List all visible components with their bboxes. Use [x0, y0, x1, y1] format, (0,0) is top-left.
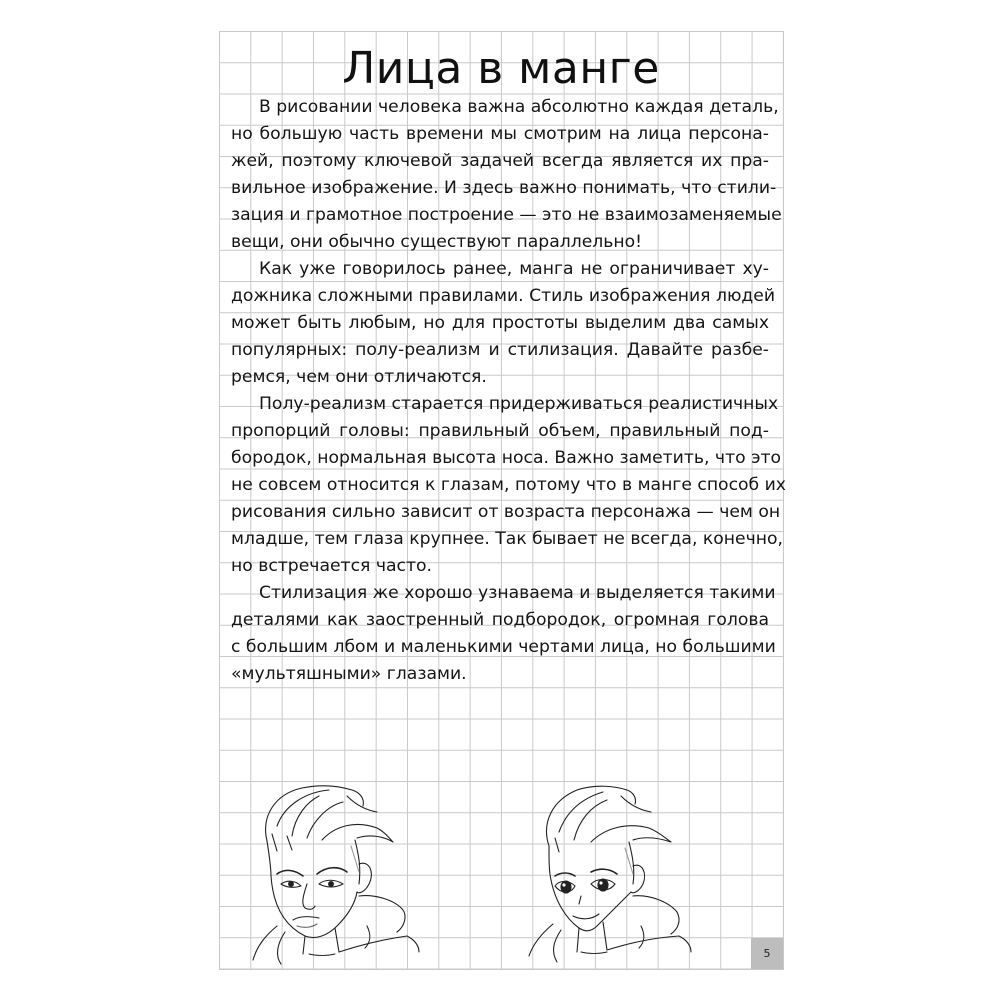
text-line: деталями как заостренный подбородок, огромная голова — [231, 610, 769, 630]
text-line: вильное изображение. И здесь важно понимать, что стили- — [231, 178, 777, 198]
paragraph-3 — [231, 391, 786, 580]
text-line: ремся, чем они отличаются. — [231, 367, 487, 387]
text-line: популярных: полу-реализм и стилизация. Давайте разбе- — [231, 340, 769, 360]
paragraph-2 — [231, 256, 776, 391]
text-line: может быть любым, но для простоты выделим два самых — [231, 313, 769, 333]
text-line: с большим лбом и маленькими чертами лица, но большими — [231, 637, 776, 657]
stylized-face-illustration — [519, 776, 699, 966]
page-number: 5 — [751, 938, 783, 969]
face-drawing-icon — [247, 776, 427, 966]
text-line: но встречается часто. — [231, 556, 432, 576]
text-line: «мультяшными» глазами. — [231, 664, 467, 684]
book-page — [219, 31, 784, 970]
text-line: Стилизация же хорошо узнаваема и выделяется такими — [259, 583, 776, 603]
semi-realistic-face-illustration — [247, 776, 427, 966]
text-line: младше, тем глаза крупнее. Так бывает не всегда, конечно, — [231, 529, 783, 549]
text-line: вещи, они обычно существуют параллельно! — [231, 232, 643, 252]
paragraph-4 — [231, 580, 776, 688]
text-line: рисования сильно зависит от возраста персонажа — чем он — [231, 502, 781, 522]
text-line: бородок, нормальная высота носа. Важно заметить, что это — [231, 448, 782, 468]
text-line: не совсем относится к глазам, потому что в манге способ их — [231, 475, 786, 495]
face-drawing-icon — [519, 776, 699, 966]
text-line: дожника сложными правилами. Стиль изображения людей — [231, 286, 776, 306]
text-line: Полу-реализм старается придерживаться реалистичных — [259, 394, 779, 414]
text-line: Как уже говорилось ранее, манга не ограничивает ху- — [259, 259, 769, 279]
text-line: зация и грамотное построение — это не взаимозаменяемые — [231, 205, 782, 225]
text-line: но большую часть времени мы смотрим на лица персона- — [231, 124, 769, 144]
page-title: Лица в манге — [342, 43, 660, 94]
text-line: В рисовании человека важна абсолютно каждая деталь, — [259, 97, 779, 117]
body-text — [231, 94, 786, 688]
paragraph-1 — [231, 94, 782, 256]
text-line: жей, поэтому ключевой задачей всегда является их пра- — [231, 151, 769, 171]
text-line: пропорций головы: правильный объем, правильный под- — [231, 421, 769, 441]
